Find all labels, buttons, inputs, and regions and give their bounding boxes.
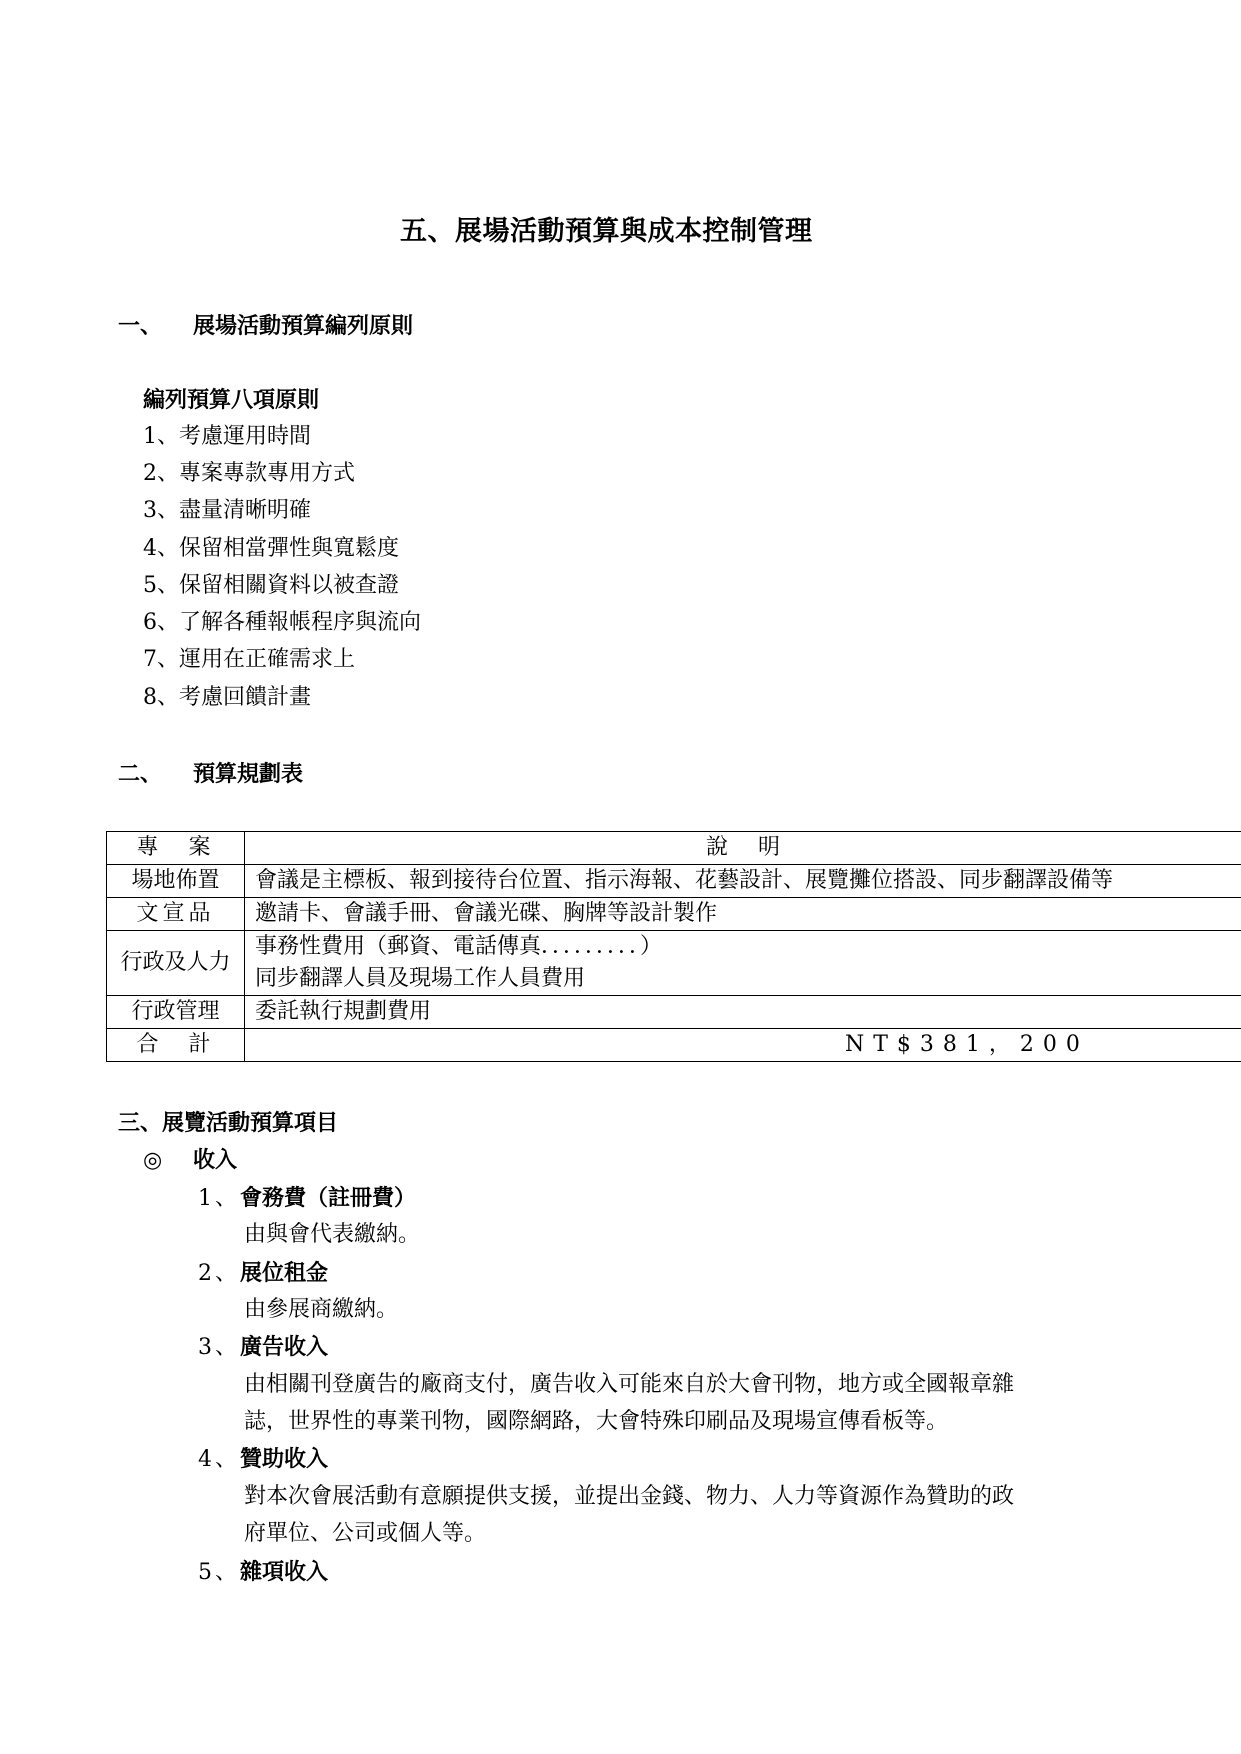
income-item-body: 誌，世界性的專業刊物，國際網路，大會特殊印刷品及現場宣傳看板等。 — [244, 1409, 949, 1434]
income-item-body: 由參展商繳納。 — [244, 1297, 399, 1322]
income-marker: ◎ — [143, 1147, 163, 1173]
table-header-row — [107, 832, 1241, 865]
row-item-label: 文宣品 — [136, 901, 215, 926]
table-row — [107, 898, 1241, 931]
principle-item: 7、運用在正確需求上 — [143, 647, 355, 672]
page-title: 五、展場活動預算與成本控制管理 — [400, 216, 813, 247]
row-desc-line: 事務性費用（郵資、電話傳真．．．．．．．．．） — [255, 934, 663, 959]
income-item-body: 府單位、公司或個人等。 — [244, 1521, 487, 1546]
section2-heading: 預算規劃表 — [193, 761, 304, 787]
table-row — [107, 931, 1241, 996]
income-item-body: 對本次會展活動有意願提供支援，並提出金錢、物力、人力等資源作為贊助的政 — [244, 1484, 1015, 1509]
income-item-1 — [198, 1187, 416, 1210]
row-item: 行政管理 — [107, 996, 245, 1029]
income-item-title: 贊助收入 — [240, 1446, 329, 1472]
income-item-number: 1、 — [198, 1186, 240, 1211]
principle-item: 2、專案專款專用方式 — [143, 461, 355, 486]
row-desc — [245, 931, 1241, 996]
total-label — [107, 1029, 245, 1062]
income-item-title: 會務費（註冊費） — [240, 1185, 417, 1211]
budget-table — [106, 831, 1241, 1062]
principle-item: 6、了解各種報帳程序與流向 — [143, 610, 421, 635]
table-row — [107, 996, 1241, 1029]
income-item-3 — [198, 1336, 328, 1359]
header-item — [107, 832, 245, 865]
header-item-label: 專 案 — [136, 835, 215, 860]
income-item-2 — [198, 1262, 328, 1285]
total-value-text: NT$381，200 — [845, 1032, 1089, 1057]
section1-subheading: 編列預算八項原則 — [143, 387, 320, 413]
income-item-title: 雜項收入 — [240, 1559, 329, 1585]
row-desc-line: 同步翻譯人員及現場工作人員費用 — [255, 966, 586, 991]
total-value — [245, 1029, 1241, 1062]
table-row — [107, 865, 1241, 898]
section2-number: 二、 — [118, 761, 163, 787]
principle-item: 5、保留相關資料以被查證 — [143, 573, 399, 598]
row-item: 場地佈置 — [107, 865, 245, 898]
row-desc: 委託執行規劃費用 — [245, 996, 1241, 1029]
income-label: 收入 — [193, 1147, 238, 1173]
income-item-number: 5、 — [198, 1560, 240, 1585]
total-label-text: 合 計 — [136, 1032, 215, 1057]
principle-item: 8、考慮回饋計畫 — [143, 685, 311, 710]
row-desc: 會議是主標板、報到接待台位置、指示海報、花藝設計、展覽攤位搭設、同步翻譯設備等 — [245, 865, 1241, 898]
income-item-number: 3、 — [198, 1335, 240, 1360]
header-desc-label: 說 明 — [705, 835, 784, 860]
principle-item: 1、考慮運用時間 — [143, 424, 311, 449]
principle-item: 4、保留相當彈性與寬鬆度 — [143, 536, 399, 561]
income-item-number: 4、 — [198, 1447, 240, 1472]
income-item-title: 廣告收入 — [240, 1334, 329, 1360]
income-item-4 — [198, 1448, 328, 1471]
income-item-body: 由相關刊登廣告的廠商支付，廣告收入可能來自於大會刊物，地方或全國報章雜 — [244, 1372, 1015, 1397]
section1-number: 一、 — [118, 313, 163, 339]
income-item-5 — [198, 1561, 328, 1584]
table-total-row — [107, 1029, 1241, 1062]
row-item — [107, 898, 245, 931]
income-item-body: 由與會代表繳納。 — [244, 1222, 421, 1247]
principle-item: 3、盡量清晰明確 — [143, 498, 311, 523]
income-item-number: 2、 — [198, 1261, 240, 1286]
row-desc: 邀請卡、會議手冊、會議光碟、胸牌等設計製作 — [245, 898, 1241, 931]
income-item-title: 展位租金 — [240, 1260, 329, 1286]
row-item: 行政及人力 — [107, 931, 245, 996]
header-desc — [245, 832, 1241, 865]
section3-heading: 三、展覽活動預算項目 — [118, 1110, 339, 1136]
section1-heading: 展場活動預算編列原則 — [193, 313, 414, 339]
